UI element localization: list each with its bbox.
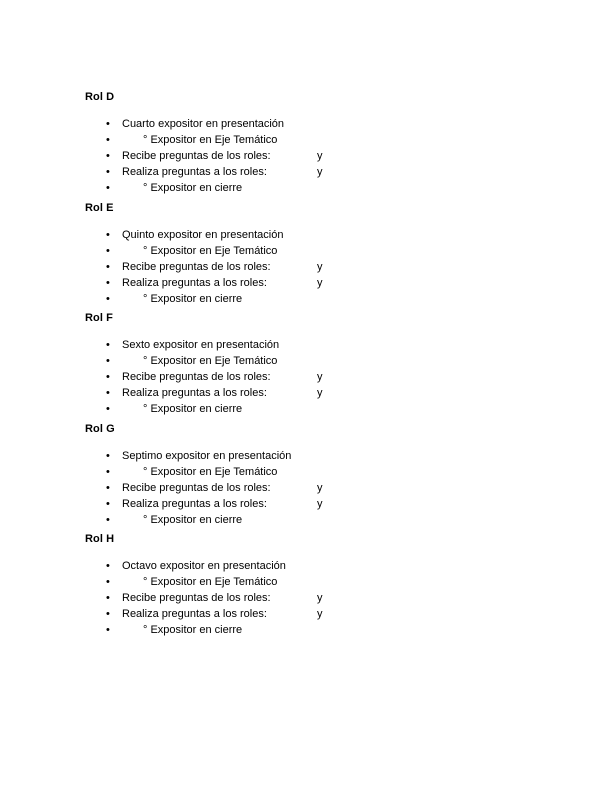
list-item	[0, 164, 612, 180]
list-item	[0, 180, 612, 196]
list-item-text: Recibe preguntas de los roles:	[122, 482, 271, 494]
list-item	[0, 496, 612, 512]
list-item	[0, 622, 612, 638]
role-bullet-list	[0, 116, 612, 196]
answer-value: y	[317, 498, 323, 510]
list-item-text: ° Expositor en cierre	[143, 403, 243, 415]
list-item	[0, 512, 612, 528]
role-heading: Rol E	[85, 202, 114, 214]
answer-value: y	[317, 371, 323, 383]
list-item	[0, 227, 612, 243]
bullet-icon: •	[106, 134, 110, 146]
list-item	[0, 148, 612, 164]
list-item	[0, 353, 612, 369]
bullet-icon: •	[106, 482, 110, 494]
answer-value: y	[317, 261, 323, 273]
bullet-icon: •	[106, 576, 110, 588]
role-section	[0, 531, 612, 638]
bullet-icon: •	[106, 293, 110, 305]
role-bullet-list	[0, 337, 612, 417]
answer-value: y	[317, 592, 323, 604]
bullet-icon: •	[106, 608, 110, 620]
bullet-icon: •	[106, 118, 110, 130]
list-item	[0, 480, 612, 496]
list-item-text: ° Expositor en Eje Temático	[143, 134, 278, 146]
list-item-text: Recibe preguntas de los roles:	[122, 261, 271, 273]
bullet-icon: •	[106, 387, 110, 399]
list-item-text: Recibe preguntas de los roles:	[122, 592, 271, 604]
list-item	[0, 291, 612, 307]
answer-value: y	[317, 150, 323, 162]
list-item	[0, 385, 612, 401]
list-item-text: ° Expositor en Eje Temático	[143, 466, 278, 478]
bullet-icon: •	[106, 450, 110, 462]
bullet-icon: •	[106, 592, 110, 604]
bullet-icon: •	[106, 182, 110, 194]
answer-value: y	[317, 608, 323, 620]
list-item-text: Cuarto expositor en presentación	[122, 118, 285, 130]
role-section	[0, 421, 612, 528]
list-item-text: ° Expositor en cierre	[143, 293, 243, 305]
bullet-icon: •	[106, 624, 110, 636]
list-item-text: ° Expositor en cierre	[143, 182, 243, 194]
list-item-text: Sexto expositor en presentación	[122, 339, 280, 351]
bullet-icon: •	[106, 466, 110, 478]
list-item	[0, 116, 612, 132]
list-item-text: Septimo expositor en presentación	[122, 450, 292, 462]
list-item-text: ° Expositor en Eje Temático	[143, 355, 278, 367]
list-item-text: Realiza preguntas a los roles:	[122, 608, 267, 620]
bullet-icon: •	[106, 355, 110, 367]
answer-value: y	[317, 482, 323, 494]
list-item-text: Octavo expositor en presentación	[122, 560, 286, 572]
list-item-text: Realiza preguntas a los roles:	[122, 498, 267, 510]
list-item-text: Realiza preguntas a los roles:	[122, 387, 267, 399]
bullet-icon: •	[106, 261, 110, 273]
role-heading: Rol D	[85, 91, 115, 103]
list-item	[0, 259, 612, 275]
role-bullet-list	[0, 558, 612, 638]
list-item-text: ° Expositor en Eje Temático	[143, 576, 278, 588]
bullet-icon: •	[106, 245, 110, 257]
bullet-icon: •	[106, 277, 110, 289]
list-item-text: Realiza preguntas a los roles:	[122, 166, 267, 178]
list-item-text: Realiza preguntas a los roles:	[122, 277, 267, 289]
list-item-text: ° Expositor en Eje Temático	[143, 245, 278, 257]
bullet-icon: •	[106, 514, 110, 526]
role-bullet-list	[0, 227, 612, 307]
list-item	[0, 574, 612, 590]
answer-value: y	[317, 387, 323, 399]
role-section	[0, 310, 612, 417]
role-section	[0, 200, 612, 307]
list-item	[0, 369, 612, 385]
list-item	[0, 590, 612, 606]
list-item-text: ° Expositor en cierre	[143, 624, 243, 636]
list-item-text: Quinto expositor en presentación	[122, 229, 284, 241]
list-item	[0, 606, 612, 622]
list-item	[0, 132, 612, 148]
bullet-icon: •	[106, 166, 110, 178]
bullet-icon: •	[106, 371, 110, 383]
list-item	[0, 275, 612, 291]
answer-value: y	[317, 166, 323, 178]
bullet-icon: •	[106, 229, 110, 241]
role-heading: Rol G	[85, 423, 115, 435]
list-item	[0, 448, 612, 464]
list-item	[0, 243, 612, 259]
list-item	[0, 558, 612, 574]
role-bullet-list	[0, 448, 612, 528]
bullet-icon: •	[106, 150, 110, 162]
list-item-text: ° Expositor en cierre	[143, 514, 243, 526]
role-heading: Rol H	[85, 533, 115, 545]
list-item-text: Recibe preguntas de los roles:	[122, 150, 271, 162]
list-item-text: Recibe preguntas de los roles:	[122, 371, 271, 383]
bullet-icon: •	[106, 498, 110, 510]
list-item	[0, 337, 612, 353]
bullet-icon: •	[106, 403, 110, 415]
list-item	[0, 464, 612, 480]
role-heading: Rol F	[85, 312, 113, 324]
role-section	[0, 89, 612, 196]
bullet-icon: •	[106, 560, 110, 572]
answer-value: y	[317, 277, 323, 289]
bullet-icon: •	[106, 339, 110, 351]
list-item	[0, 401, 612, 417]
